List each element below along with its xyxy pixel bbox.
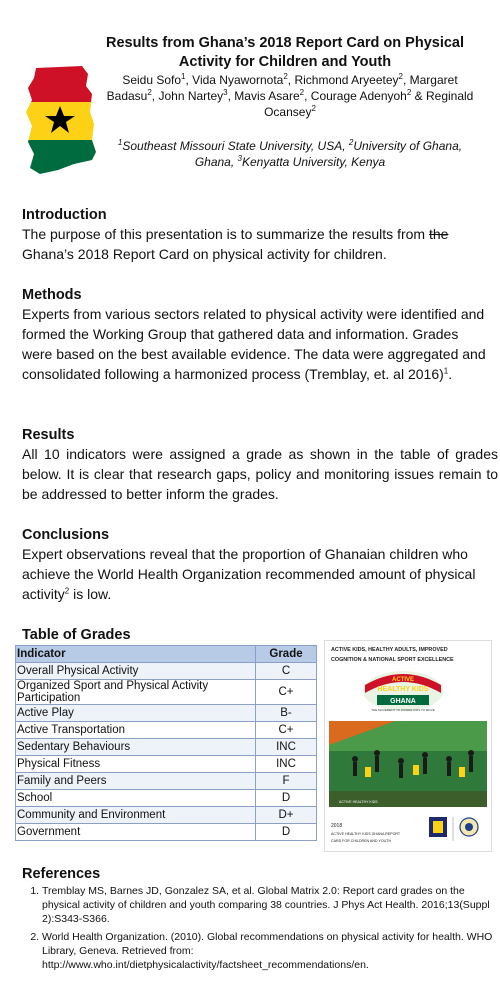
results-text: All 10 indicators were assigned a grade as shown in the table of grades below. It is clear that research gaps, policy and monitoring issues remain to be addressed to better inform the grades. bbox=[22, 446, 498, 502]
table-row bbox=[16, 722, 317, 739]
author-name: Margaret Badasu bbox=[106, 73, 458, 103]
grade-cell: D bbox=[256, 790, 317, 807]
grades-table bbox=[15, 645, 317, 841]
reference-list bbox=[22, 884, 500, 976]
kenyatta-crest-icon bbox=[460, 818, 478, 836]
author-name: John Nartey bbox=[158, 89, 224, 103]
university-crest-icon bbox=[429, 817, 447, 837]
table-row bbox=[16, 773, 317, 790]
poster-title: Results from Ghana’s 2018 Report Card on Physical Activity for Children and Youth bbox=[105, 35, 465, 70]
author-affiliation-number: 2 bbox=[283, 72, 288, 81]
author-name: Richmond Aryeetey bbox=[294, 73, 399, 87]
cover-footer-line1: ACTIVE HEALTHY KIDS GHANA REPORT bbox=[331, 832, 401, 836]
author-name: Courage Adenyoh bbox=[310, 89, 407, 103]
indicator-cell: Active Play bbox=[16, 705, 256, 722]
indicator-cell: School bbox=[16, 790, 256, 807]
grade-cell: INC bbox=[256, 739, 317, 756]
logo-top-text: ACTIVE bbox=[391, 677, 415, 683]
cover-year: 2018 bbox=[331, 823, 343, 829]
table-row bbox=[16, 663, 317, 680]
grade-cell: C+ bbox=[256, 680, 317, 705]
table-row bbox=[16, 705, 317, 722]
indicator-cell: Community and Environment bbox=[16, 807, 256, 824]
methods-text: Experts from various sectors related to physical activity were identified and formed the Working Group that gathered data and information. Grades were based on the best available evidence. The data were aggregated and consolidated following a harmonized process (Tremblay, et. al 2016)$^1$. bbox=[22, 306, 486, 382]
logo-mid-text: HEALTHY KIDS bbox=[377, 686, 429, 693]
affiliation-text: Southeast Missouri State University, USA, bbox=[122, 139, 346, 153]
table-row bbox=[16, 824, 317, 841]
reference-item: 2. World Health Organization. (2010). Global recommendations on physical activity for health. WHO Library, Geneva. Retrieved from: http://www.who.int/dietphysicalactivity/factsheet_recommendations/en. bbox=[42, 930, 500, 972]
indicator-cell: Active Transportation bbox=[16, 722, 256, 739]
table-row bbox=[16, 756, 317, 773]
conclusions-text: Expert observations reveal that the proportion of Ghanaian children who achieve the World Health Organization recommended amount of physical activity$^2$ is low. bbox=[22, 546, 476, 602]
table-row bbox=[16, 739, 317, 756]
author-name: Seidu Sofo bbox=[122, 73, 182, 87]
photo-banner-text: ACTIVE HEALTHY KIDS bbox=[339, 800, 378, 804]
author-list: Seidu Sofo$^1$, Vida Nyawornota$^2$, Richmond Aryeetey$^2$, Margaret Badasu$^2$, John Nartey$^3$, Mavis Asare$^2$, Courage Adenyoh$^2$ & Reginald Ocansey$^2$ bbox=[106, 72, 474, 119]
grade-cell: C bbox=[256, 663, 317, 680]
author-affiliation-number: 3 bbox=[223, 88, 228, 97]
indicator-cell: Physical Fitness bbox=[16, 756, 256, 773]
author-name: Mavis Asare bbox=[234, 89, 300, 103]
author-affiliation-number: 2 bbox=[299, 88, 305, 97]
author-affiliation-number: 2 bbox=[398, 72, 403, 81]
introduction-heading: Introduction bbox=[22, 207, 107, 223]
author-affiliation-number: 2 bbox=[311, 104, 316, 113]
indicator-cell: Sedentary Behaviours bbox=[16, 739, 256, 756]
grade-cell: F bbox=[256, 773, 317, 790]
references-heading: References bbox=[22, 866, 101, 882]
indicator-cell: Organized Sport and Physical Activity Participation bbox=[16, 680, 256, 705]
introduction-text: The purpose of this presentation is to summarize the results from the Ghana’s 2018 Report Card on physical activity for children. bbox=[22, 226, 449, 262]
ghana-flag-map bbox=[22, 64, 100, 176]
affiliation-text: University of Ghana, Ghana, bbox=[194, 139, 463, 169]
reference-item: 1. Tremblay MS, Barnes JD, Gonzalez SA, et al. Global Matrix 2.0: Report card grades on the physical activity of children and youth comparing 38 countries. J Phys Act Health. 2016;13(Suppl 2):S343-S366. bbox=[42, 884, 500, 926]
affiliation-number: 2 bbox=[348, 138, 354, 147]
grade-cell: D bbox=[256, 824, 317, 841]
grade-cell: D+ bbox=[256, 807, 317, 824]
cover-heading-line1: ACTIVE KIDS, HEALTHY ADULTS, IMPROVED bbox=[331, 647, 448, 653]
author-affiliation-number: 1 bbox=[181, 72, 186, 81]
methods-heading: Methods bbox=[22, 287, 82, 303]
affiliation-number: 1 bbox=[117, 138, 123, 147]
author-affiliation-number: 2 bbox=[147, 88, 152, 97]
affiliations bbox=[100, 138, 480, 170]
table-row bbox=[16, 680, 317, 705]
table-row bbox=[16, 790, 317, 807]
affiliation-number: 3 bbox=[237, 154, 242, 163]
grade-cell: B- bbox=[256, 705, 317, 722]
indicator-cell: Overall Physical Activity bbox=[16, 663, 256, 680]
grade-cell: INC bbox=[256, 756, 317, 773]
affiliation-text: Kenyatta University, Kenya bbox=[241, 155, 386, 169]
table-row bbox=[16, 807, 317, 824]
indicator-cell: Family and Peers bbox=[16, 773, 256, 790]
report-card-cover-image bbox=[324, 640, 492, 852]
author-name: Reginald Ocansey bbox=[264, 89, 474, 119]
grade-column-header: Grade bbox=[256, 646, 317, 663]
cover-footer-line2: CARD FOR CHILDREN AND YOUTH bbox=[331, 839, 392, 843]
logo-bottom-text: GHANA bbox=[390, 698, 416, 705]
author-affiliation-number: 2 bbox=[406, 88, 412, 97]
logo-tagline: THE MOVEMENT TO POWER KIDS TO MOVE bbox=[371, 708, 435, 712]
indicator-cell: Government bbox=[16, 824, 256, 841]
grade-cell: C+ bbox=[256, 722, 317, 739]
indicator-column-header: Indicator bbox=[16, 646, 256, 663]
results-heading: Results bbox=[22, 427, 75, 443]
table-heading: Table of Grades bbox=[22, 627, 131, 643]
cover-heading-line2: COGNITION & NATIONAL SPORT EXCELLENCE bbox=[331, 657, 454, 663]
conclusions-heading: Conclusions bbox=[22, 527, 110, 543]
author-name: Vida Nyawornota bbox=[192, 73, 284, 87]
